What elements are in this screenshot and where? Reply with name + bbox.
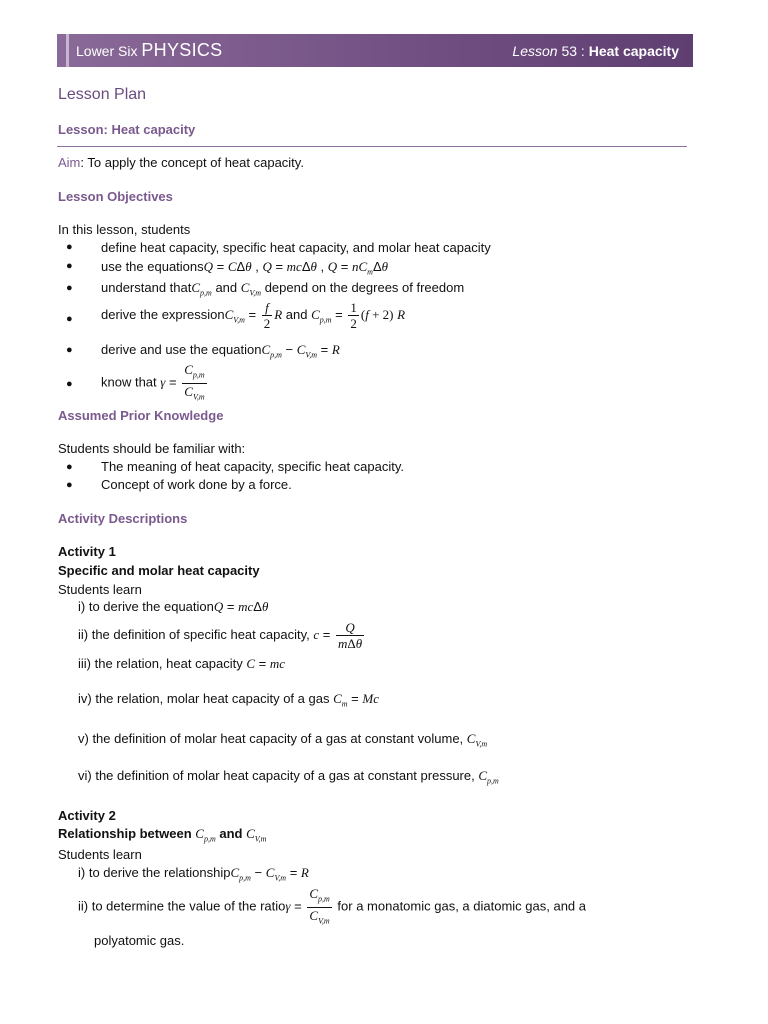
equation: Q	[213, 599, 224, 614]
objective-text: know that	[101, 374, 157, 390]
activity-item: i) to derive the relationshipC$_{p,m}$ − $C_{V,m} = R$	[78, 865, 309, 883]
objective-text: understand that	[101, 280, 192, 295]
activity-item: iii) the relation, heat capacity C = mc	[78, 656, 286, 671]
objective-item: use the equationsQ = CΔθ , Q = mcΔθ , $Q = nC_m\Delta\theta$	[101, 259, 389, 277]
equation: $C_{V,m}$	[224, 306, 245, 325]
activity-text: ii) the definition of specific heat capacity,	[78, 626, 310, 642]
equation: $C_{p,m}$	[191, 280, 212, 298]
objective-item: derive the expressionC$_{V,m}$ = $\frac{f}{2}$ R and $C_{p,m}$ = $\frac{1}{2}$ (f + 2) R	[101, 300, 406, 331]
objective-text: use the equations	[101, 259, 204, 274]
objective-item: know that γ = $\frac{C_{p,m}}{C_{V,m}}$	[101, 362, 205, 402]
activity-item	[78, 768, 499, 786]
objective-text: derive and use the equation	[101, 342, 262, 357]
activity-item: i) to derive the equationQ = mcΔθ	[78, 599, 269, 614]
course-title	[76, 40, 222, 61]
and-word: and	[215, 280, 238, 295]
equation: $C_{p,m}$	[478, 768, 499, 786]
activity-label: Activity 1	[58, 544, 116, 559]
lesson-number: 53 :	[557, 43, 589, 59]
activity-text: ii) to determine the value of the ratio	[78, 898, 286, 914]
activity-title: Relationship between $C_{p,m}$ and $C_{V,m}$	[58, 826, 267, 844]
activity-text: vi) the definition of molar heat capacity of a gas at constant pressure,	[78, 768, 475, 783]
header-stripe	[66, 34, 69, 67]
activity-label: Activity 2	[58, 808, 116, 823]
equation: γ	[285, 898, 291, 914]
lesson-title: Heat capacity	[588, 43, 679, 59]
equation: $C_{p,m}$	[261, 342, 282, 360]
equation: C	[246, 656, 256, 671]
equation: $C_{V,m}$	[466, 731, 488, 749]
equation: Q	[203, 259, 214, 274]
prior-intro: Students should be familiar with:	[58, 441, 246, 456]
activity-item	[78, 731, 487, 749]
course-subject: PHYSICS	[141, 40, 223, 60]
bullet-icon: ●	[66, 461, 73, 473]
objectives-intro: In this lesson, students	[58, 222, 191, 237]
activity-text: i) to derive the equation	[78, 599, 214, 614]
activity-title: Specific and molar heat capacity	[58, 563, 260, 578]
bullet-icon: ●	[66, 479, 73, 491]
aim-text: : To apply the concept of heat capacity.	[80, 155, 304, 170]
bullet-icon: ●	[66, 260, 73, 272]
activity-text: v) the definition of molar heat capacity of a gas at constant volume,	[78, 731, 464, 746]
objective-text: depend on the degrees of freedom	[264, 280, 465, 295]
divider	[57, 146, 687, 147]
bullet-icon: ●	[66, 313, 73, 325]
activity-item: ii) the definition of specific heat capacity, c = $\frac{Q}{\text{mΔθ}}$	[78, 620, 363, 651]
bullet-icon: ●	[66, 378, 73, 390]
activity-item: iv) the relation, molar heat capacity of a gas $C_m = Mc$	[78, 691, 379, 709]
bullet-icon: ●	[66, 241, 73, 253]
activity-text-continued: polyatomic gas.	[94, 933, 185, 948]
bullet-icon: ●	[66, 282, 73, 294]
activity-text: iv) the relation, molar heat capacity of a gas	[78, 691, 330, 706]
students-learn: Students learn	[58, 847, 142, 862]
prior-item: Concept of work done by a force.	[101, 477, 292, 492]
objective-text: derive the expression	[101, 306, 225, 322]
aim-line	[58, 155, 304, 170]
objectives-heading: Lesson Objectives	[58, 189, 173, 204]
activity-text: for a monatomic gas, a diatomic gas, and a	[337, 898, 586, 914]
prior-item: The meaning of heat capacity, specific heat capacity.	[101, 459, 405, 474]
objective-item: define heat capacity, specific heat capacity, and molar heat capacity	[101, 240, 491, 255]
lesson-word: Lesson	[512, 43, 558, 59]
lesson-heading: Lesson: Heat capacity	[58, 122, 196, 137]
activity-item: ii) to determine the value of the ratioγ = $\frac{C_{p,m}}{C_{V,m}}$ for a monatomic gas, a diatomic gas, and a	[78, 886, 586, 926]
equation: $C_m$	[333, 691, 348, 709]
equation: $C_{p,m}$	[230, 865, 251, 883]
activities-heading: Activity Descriptions	[58, 511, 188, 526]
objective-item: derive and use the equationC$_{p,m}$ − $C_{V,m} = R$	[101, 342, 340, 360]
activity-text: iii) the relation, heat capacity	[78, 656, 243, 671]
header-bar	[57, 34, 693, 67]
bullet-icon: ●	[66, 344, 73, 356]
prior-heading: Assumed Prior Knowledge	[58, 408, 224, 423]
objective-item: understand thatC$_{p,m}$ and $C_{V,m}$ depend on the degrees of freedom	[101, 280, 465, 298]
and-word: and	[219, 826, 243, 841]
activity-title-text: Relationship between	[58, 826, 192, 841]
activity-text: i) to derive the relationship	[78, 865, 231, 880]
lesson-label	[512, 43, 679, 59]
aim-label: Aim	[58, 155, 81, 170]
course-prefix: Lower Six	[76, 43, 142, 59]
students-learn: Students learn	[58, 582, 142, 597]
equation: γ	[160, 374, 166, 390]
equation: c	[313, 626, 320, 642]
page-title: Lesson Plan	[58, 86, 147, 103]
